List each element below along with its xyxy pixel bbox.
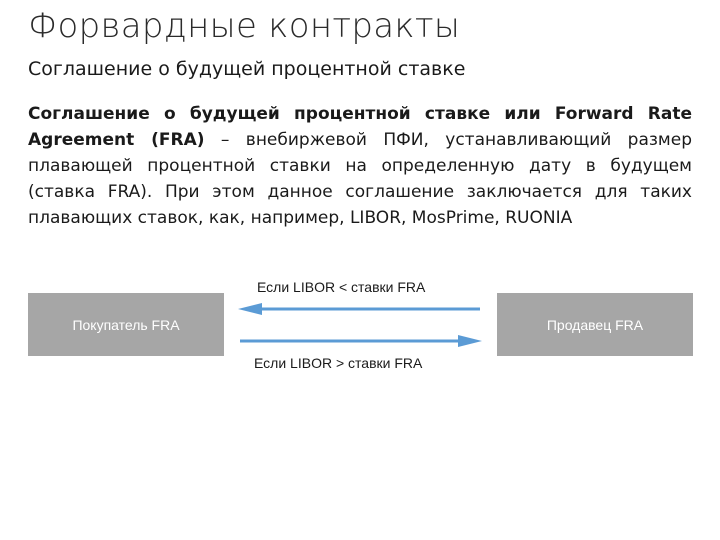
seller-label: Продавец FRA (546, 316, 644, 333)
arrow-to-buyer (238, 303, 480, 315)
arrow-to-seller (240, 335, 482, 347)
slide-title: Форвардные контракты (28, 6, 461, 46)
condition-bottom-label: Если LIBOR > ставки FRA (254, 355, 423, 371)
condition-top-label: Если LIBOR < ставки FRA (257, 279, 426, 295)
term-bold: Соглашение о будущей процентной ставке или Forward Rate Agreement (FRA) (28, 104, 692, 150)
buyer-label: Покупатель FRA (72, 316, 180, 333)
slide-subtitle: Соглашение о будущей процентной ставке (28, 58, 466, 80)
definition-text: – внебиржевой ПФИ, устанавливающий размер плавающей процентной ставки на определенную дату в будущем (ставка FRA). При этом данное соглашение заключается для таких плавающих ставок, как, например, LIBOR, MosPrime, RUONIA (28, 130, 693, 228)
